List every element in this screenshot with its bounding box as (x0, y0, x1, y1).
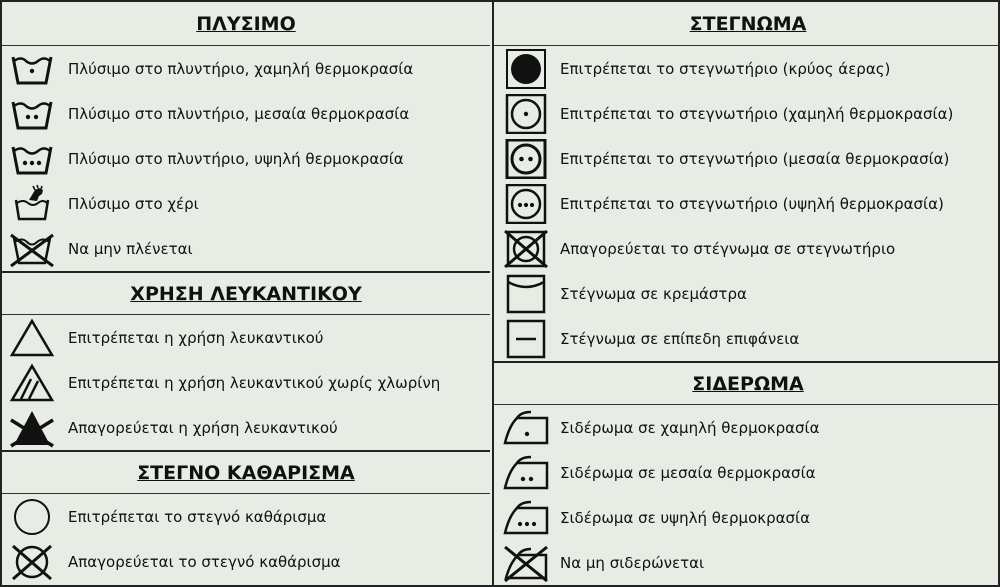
bleach-header: ΧΡΗΣΗ ΛΕΥΚΑΝΤΙΚΟΥ (2, 271, 490, 315)
tumble-dry-low-icon (500, 91, 552, 136)
list-item (494, 181, 1000, 226)
list-item-label: Επιτρέπεται το στεγνωτήριο (υψηλή θερμοκρασία) (560, 194, 944, 213)
list-item (2, 91, 490, 136)
list-item-label: Πλύσιμο στο πλυντήριο, μεσαία θερμοκρασία (68, 104, 410, 123)
do-not-dry-clean-icon (6, 539, 58, 584)
iron-low-icon (500, 405, 552, 450)
list-item (2, 181, 490, 226)
right-column (492, 2, 1000, 585)
hand-wash-icon (6, 181, 58, 226)
list-item-label: Απαγορεύεται το στέγνωμα σε στεγνωτήριο (560, 239, 896, 258)
list-item (494, 271, 1000, 316)
list-item (494, 91, 1000, 136)
list-item (494, 316, 1000, 361)
list-item-label: Να μην πλένεται (68, 239, 193, 258)
list-item (2, 315, 490, 360)
list-item-label: Επιτρέπεται η χρήση λευκαντικού (68, 328, 324, 347)
line-dry-icon (500, 271, 552, 316)
wash-high-temp-icon (6, 136, 58, 181)
list-item (2, 360, 490, 405)
list-item (2, 226, 490, 271)
list-item-label: Σιδέρωμα σε χαμηλή θερμοκρασία (560, 418, 820, 437)
list-item (2, 494, 490, 539)
dry-clean-header: ΣΤΕΓΝΟ ΚΑΘΑΡΙΣΜΑ (2, 450, 490, 494)
do-not-bleach-icon (6, 405, 58, 450)
list-item-label: Πλύσιμο στο πλυντήριο, χαμηλή θερμοκρασία (68, 59, 414, 78)
list-item-label: Απαγορεύεται η χρήση λευκαντικού (68, 418, 338, 437)
list-item (494, 136, 1000, 181)
list-item (494, 495, 1000, 540)
do-not-tumble-dry-icon (500, 226, 552, 271)
do-not-iron-icon (500, 540, 552, 585)
list-item (2, 136, 490, 181)
list-item-label: Επιτρέπεται το στεγνό καθάρισμα (68, 507, 327, 526)
list-item-label: Να μη σιδερώνεται (560, 553, 705, 572)
list-item (494, 540, 1000, 585)
list-item (494, 450, 1000, 495)
list-item-label: Στέγνωμα σε επίπεδη επιφάνεια (560, 329, 800, 348)
list-item-label: Επιτρέπεται το στεγνωτήριο (χαμηλή θερμοκρασία) (560, 104, 954, 123)
list-item (494, 226, 1000, 271)
list-item-label: Επιτρέπεται η χρήση λευκαντικού χωρίς χλωρίνη (68, 373, 441, 392)
ironing-header: ΣΙΔΕΡΩΜΑ (494, 361, 1000, 405)
list-item-label: Στέγνωμα σε κρεμάστρα (560, 284, 747, 303)
do-not-wash-icon (6, 226, 58, 271)
list-item (2, 405, 490, 450)
non-chlorine-bleach-icon (6, 360, 58, 405)
bleach-allowed-icon (6, 315, 58, 360)
list-item-label: Απαγορεύεται το στεγνό καθάρισμα (68, 552, 341, 571)
list-item (2, 46, 490, 91)
list-item (494, 46, 1000, 91)
tumble-dry-medium-icon (500, 136, 552, 181)
list-item-label: Σιδέρωμα σε μεσαία θερμοκρασία (560, 463, 816, 482)
iron-high-icon (500, 495, 552, 540)
list-item-label: Επιτρέπεται το στεγνωτήριο (μεσαία θερμοκρασία) (560, 149, 950, 168)
iron-medium-icon (500, 450, 552, 495)
drying-header: ΣΤΕΓΝΩΜΑ (494, 2, 1000, 46)
list-item-label: Επιτρέπεται το στεγνωτήριο (κρύος άερας) (560, 59, 891, 78)
list-item-label: Σιδέρωμα σε υψηλή θερμοκρασία (560, 508, 810, 527)
wash-medium-temp-icon (6, 91, 58, 136)
list-item-label: Πλύσιμο στο χέρι (68, 194, 199, 213)
washing-header: ΠΛΥΣΙΜΟ (2, 2, 490, 46)
wash-low-temp-icon (6, 46, 58, 91)
dry-flat-icon (500, 316, 552, 361)
tumble-dry-no-heat-icon (500, 46, 552, 91)
tumble-dry-high-icon (500, 181, 552, 226)
list-item-label: Πλύσιμο στο πλυντήριο, υψηλή θερμοκρασία (68, 149, 404, 168)
list-item (494, 405, 1000, 450)
left-column (2, 2, 490, 584)
dry-clean-icon (6, 494, 58, 539)
list-item (2, 539, 490, 584)
